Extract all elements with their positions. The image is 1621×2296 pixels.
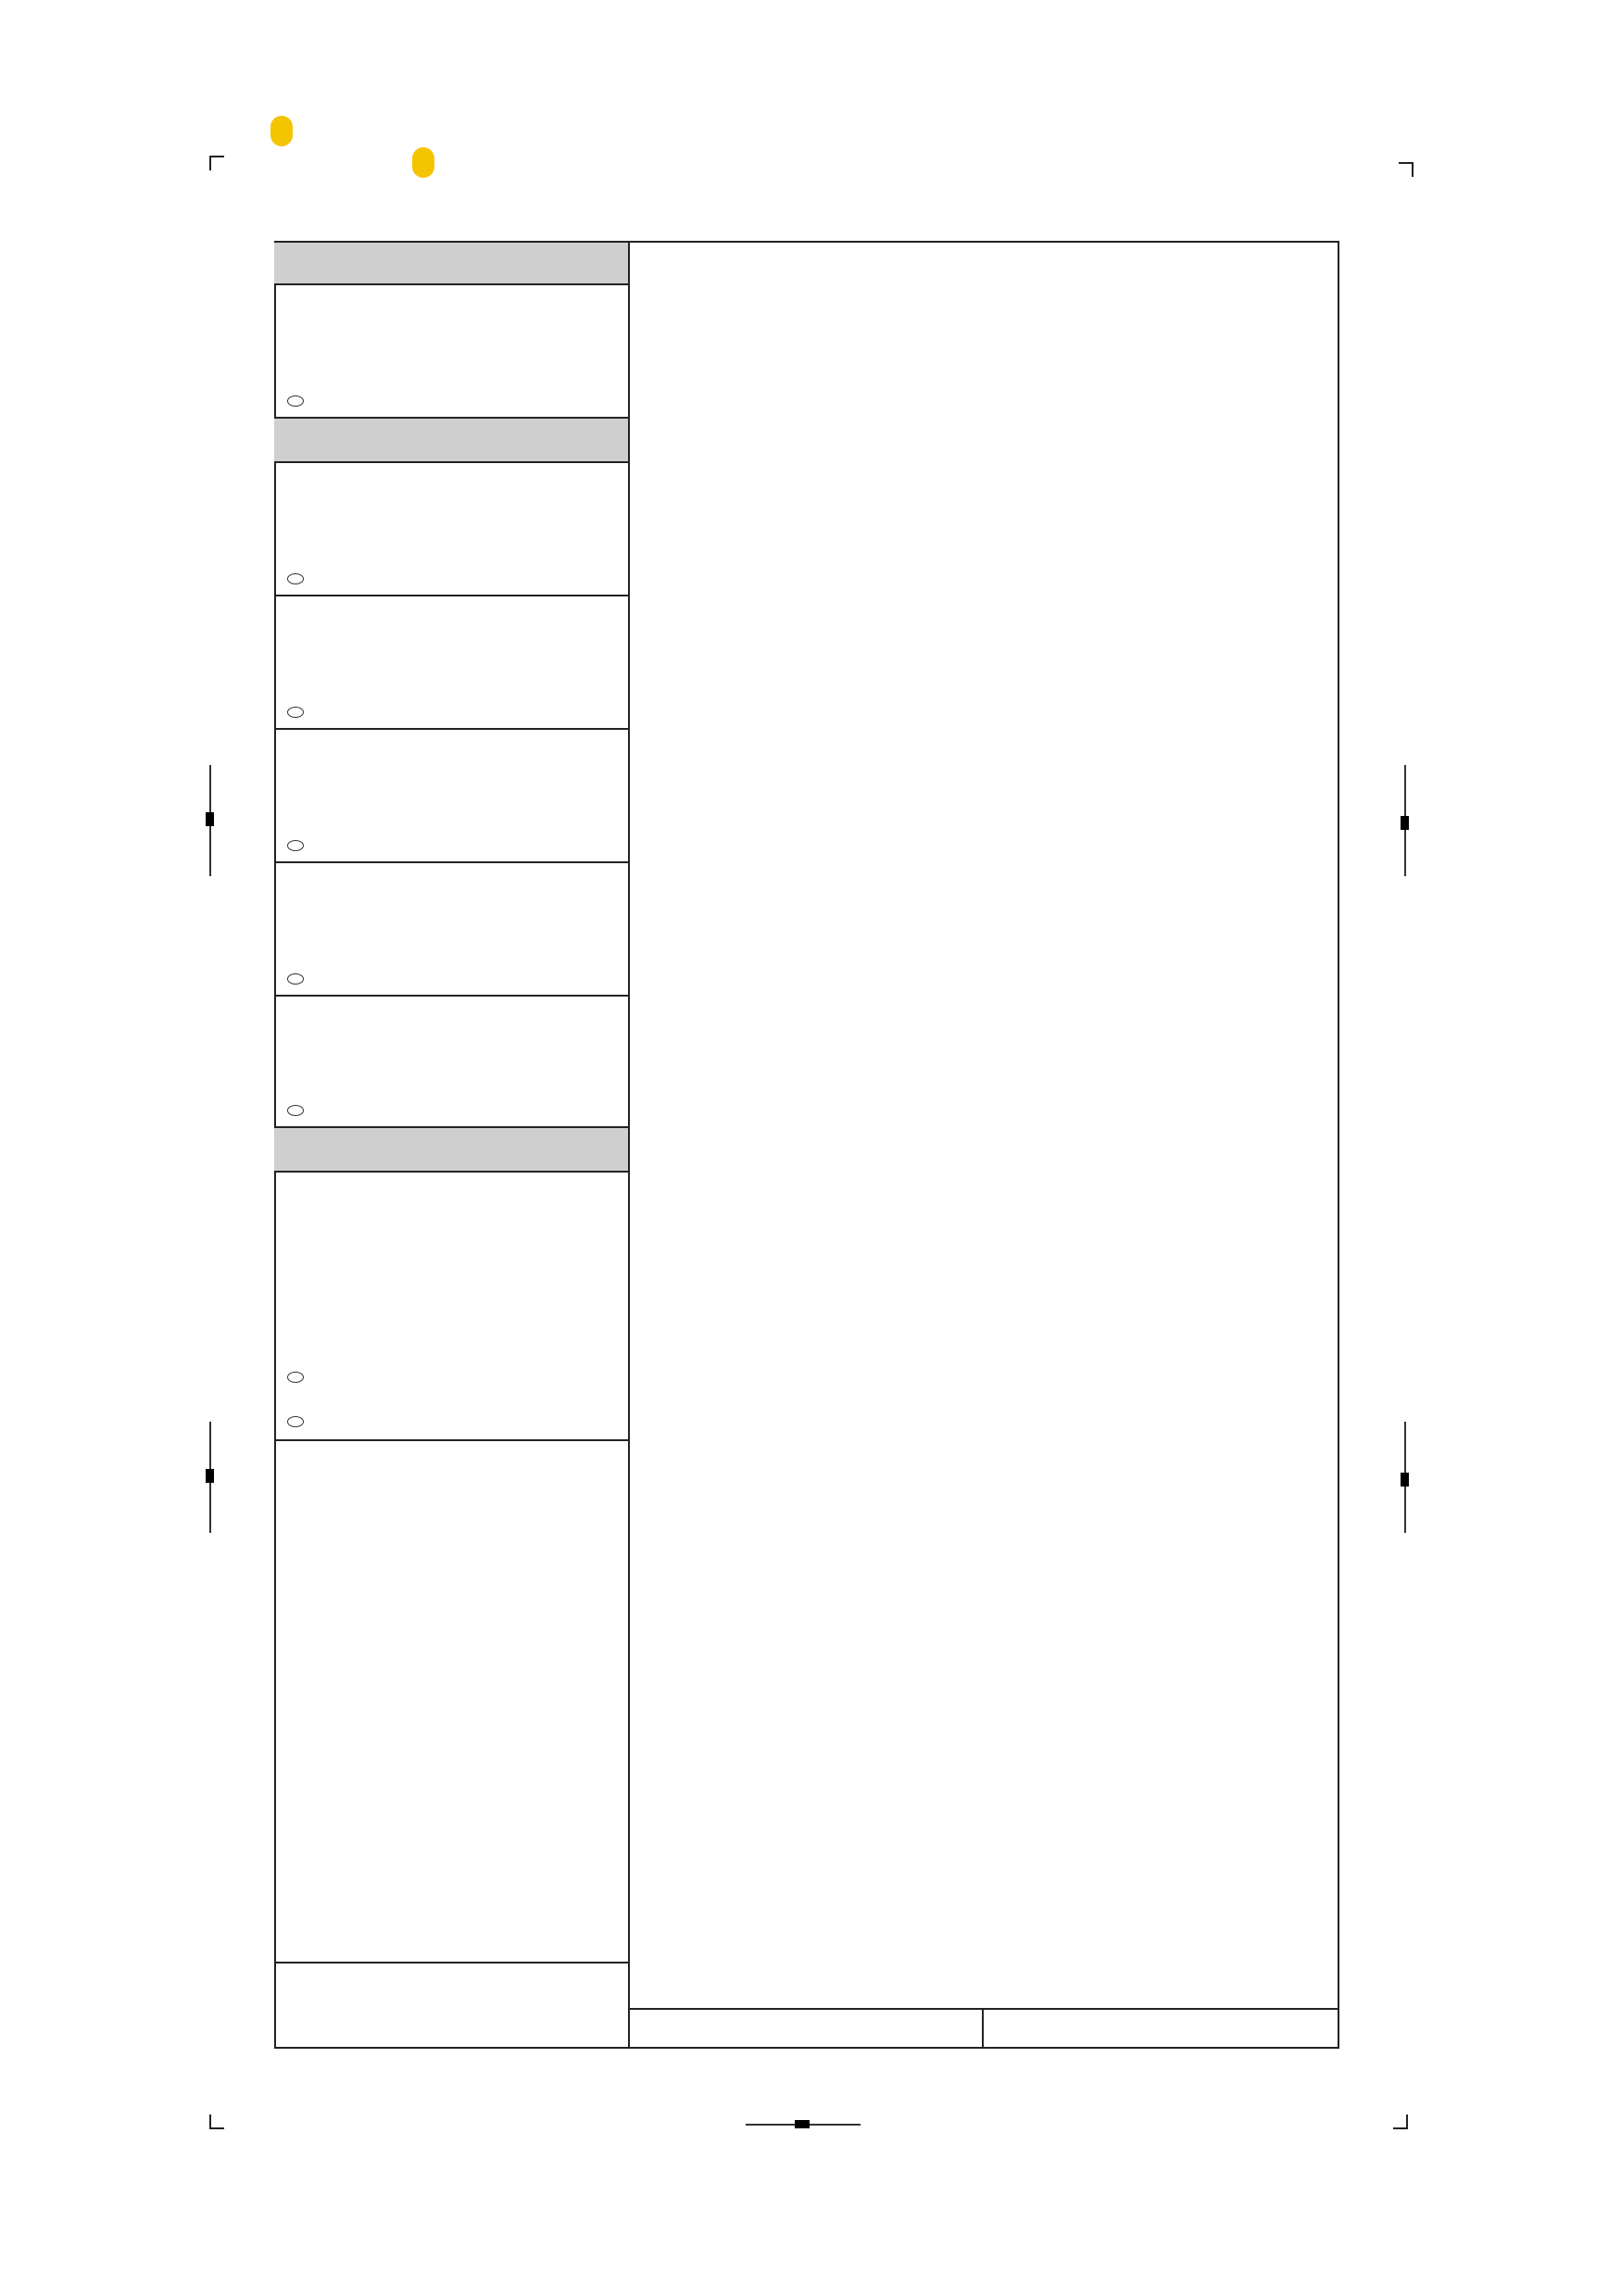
- side-mark-left-lower: [206, 1469, 214, 1483]
- ballot-footer: [274, 1962, 1339, 2049]
- contest-district-judge: [274, 285, 628, 419]
- side-mark-right-upper: [1401, 816, 1409, 830]
- candidate-row[interactable]: [274, 835, 628, 858]
- vote-oval[interactable]: [287, 395, 304, 407]
- contest-sheriff: [274, 463, 628, 596]
- ballot-column-left: [274, 241, 630, 2049]
- bottom-center-block: [795, 2120, 810, 2128]
- vote-oval[interactable]: [287, 1416, 304, 1427]
- candidate-row[interactable]: [274, 969, 628, 991]
- vote-oval[interactable]: [287, 707, 304, 718]
- proposition-option-against[interactable]: [274, 1411, 628, 1434]
- contest-county-commissioner: [274, 730, 628, 863]
- corner-mark-top-left: [209, 156, 224, 170]
- candidate-row[interactable]: [274, 391, 628, 413]
- title-line-1: [270, 116, 293, 147]
- candidate-row[interactable]: [274, 702, 628, 724]
- precinct-box: [274, 1962, 630, 2049]
- contest-proposition-b: [274, 1173, 628, 1441]
- contest-tax-assessor: [274, 596, 628, 730]
- side-mark-right-lower: [1401, 1473, 1409, 1487]
- contest-constable: [274, 997, 628, 1128]
- contest-justice-of-the-peace: [274, 863, 628, 997]
- vote-oval[interactable]: [287, 840, 304, 851]
- vote-oval[interactable]: [287, 1105, 304, 1116]
- title-line-2: [412, 147, 434, 179]
- vote-oval[interactable]: [287, 973, 304, 985]
- footer-sequence-area: [630, 2008, 1339, 2049]
- corner-mark-bottom-right: [1393, 2114, 1408, 2129]
- section-header-state: [274, 241, 628, 285]
- section-header-town: [274, 1126, 628, 1173]
- candidate-row[interactable]: [274, 1100, 628, 1123]
- footer-divider: [982, 2010, 984, 2049]
- side-mark-left-upper: [206, 812, 214, 826]
- candidate-row[interactable]: [274, 569, 628, 591]
- vote-oval[interactable]: [287, 573, 304, 584]
- proposition-option-for[interactable]: [274, 1367, 628, 1389]
- corner-mark-top-right: [1399, 162, 1414, 177]
- vote-oval[interactable]: [287, 1372, 304, 1383]
- corner-mark-bottom-left: [209, 2114, 224, 2129]
- section-header-county: [274, 417, 628, 463]
